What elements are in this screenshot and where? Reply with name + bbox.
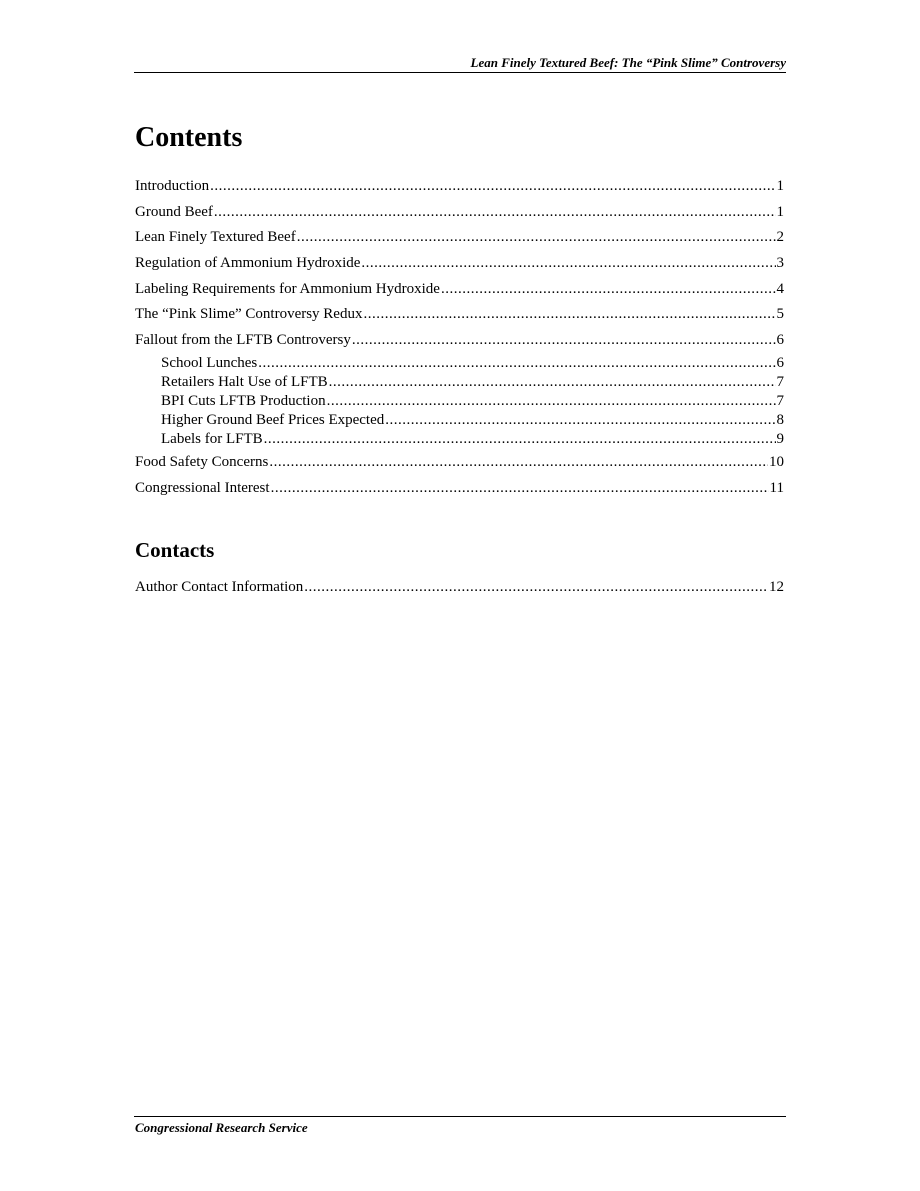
toc-leader [327, 392, 776, 410]
toc-entry-label: Retailers Halt Use of LFTB [161, 374, 328, 390]
toc-entry-label: Higher Ground Beef Prices Expected [161, 412, 385, 428]
contents-heading: Contents [135, 122, 243, 153]
header-rule [134, 72, 786, 73]
toc-leader [271, 479, 769, 497]
toc-entry-introduction[interactable] [135, 177, 784, 195]
toc-leader [210, 177, 775, 195]
toc-leader [297, 228, 776, 246]
toc-entry-retailers-halt[interactable] [161, 373, 784, 391]
toc-entry-label: School Lunches [161, 355, 258, 371]
toc-leader [363, 305, 775, 323]
toc-entry-page: 2 [776, 229, 784, 245]
toc-entry-label: The “Pink Slime” Controversy Redux [135, 306, 363, 322]
toc-entry-labels-lftb[interactable] [161, 430, 784, 448]
toc-entry-page: 11 [769, 480, 784, 496]
toc-entry-author-contact[interactable] [135, 578, 784, 596]
toc-leader [352, 331, 776, 349]
toc-entry-school-lunches[interactable] [161, 354, 784, 372]
toc-entry-regulation[interactable] [135, 254, 784, 272]
toc-leader [258, 354, 775, 372]
toc-entry-label: Food Safety Concerns [135, 454, 269, 470]
toc-entry-label: Ground Beef [135, 204, 213, 220]
toc-leader [441, 280, 776, 298]
toc-entry-page: 9 [776, 431, 784, 447]
toc-entry-page: 3 [776, 255, 784, 271]
toc-entry-label: Congressional Interest [135, 480, 270, 496]
footer-rule [134, 1116, 786, 1117]
toc-leader [385, 411, 775, 429]
toc-entry-page: 1 [776, 204, 784, 220]
toc-entry-page: 1 [776, 178, 784, 194]
toc-entry-page: 7 [776, 393, 784, 409]
toc-entry-label: Labels for LFTB [161, 431, 263, 447]
toc-entry-label: Regulation of Ammonium Hydroxide [135, 255, 361, 271]
toc-entry-label: Author Contact Information [135, 579, 304, 595]
toc-leader [361, 254, 775, 272]
contacts-heading: Contacts [135, 538, 215, 562]
toc-leader [264, 430, 776, 448]
toc-leader [269, 453, 768, 471]
toc-entry-label: Labeling Requirements for Ammonium Hydroxide [135, 281, 440, 297]
toc-entry-page: 8 [776, 412, 784, 428]
toc-entry-congressional-interest[interactable] [135, 479, 784, 497]
toc-entry-label: BPI Cuts LFTB Production [161, 393, 326, 409]
toc-entry-fallout[interactable] [135, 331, 784, 349]
running-header: Lean Finely Textured Beef: The “Pink Slime” Controversy [470, 55, 786, 70]
toc-entry-page: 12 [769, 579, 784, 595]
toc-entry-page: 7 [776, 374, 784, 390]
toc-entry-bpi-cuts[interactable] [161, 392, 784, 410]
toc-entry-ground-beef[interactable] [135, 203, 784, 221]
toc-entry-label: Fallout from the LFTB Controversy [135, 332, 351, 348]
toc-entry-page: 4 [776, 281, 784, 297]
toc-leader [214, 203, 776, 221]
toc-entry-page: 6 [776, 355, 784, 371]
toc-entry-page: 5 [776, 306, 784, 322]
toc-entry-labeling-requirements[interactable] [135, 280, 784, 298]
toc-entry-higher-prices[interactable] [161, 411, 784, 429]
toc-entry-label: Lean Finely Textured Beef [135, 229, 296, 245]
toc-entry-pink-slime-redux[interactable] [135, 305, 784, 323]
toc-leader [329, 373, 776, 391]
toc-entry-label: Introduction [135, 178, 210, 194]
running-footer: Congressional Research Service [135, 1120, 308, 1135]
toc-leader [304, 578, 768, 596]
toc-entry-lftb[interactable] [135, 228, 784, 246]
toc-entry-page: 10 [769, 454, 784, 470]
toc-entry-page: 6 [776, 332, 784, 348]
toc-entry-food-safety[interactable] [135, 453, 784, 471]
